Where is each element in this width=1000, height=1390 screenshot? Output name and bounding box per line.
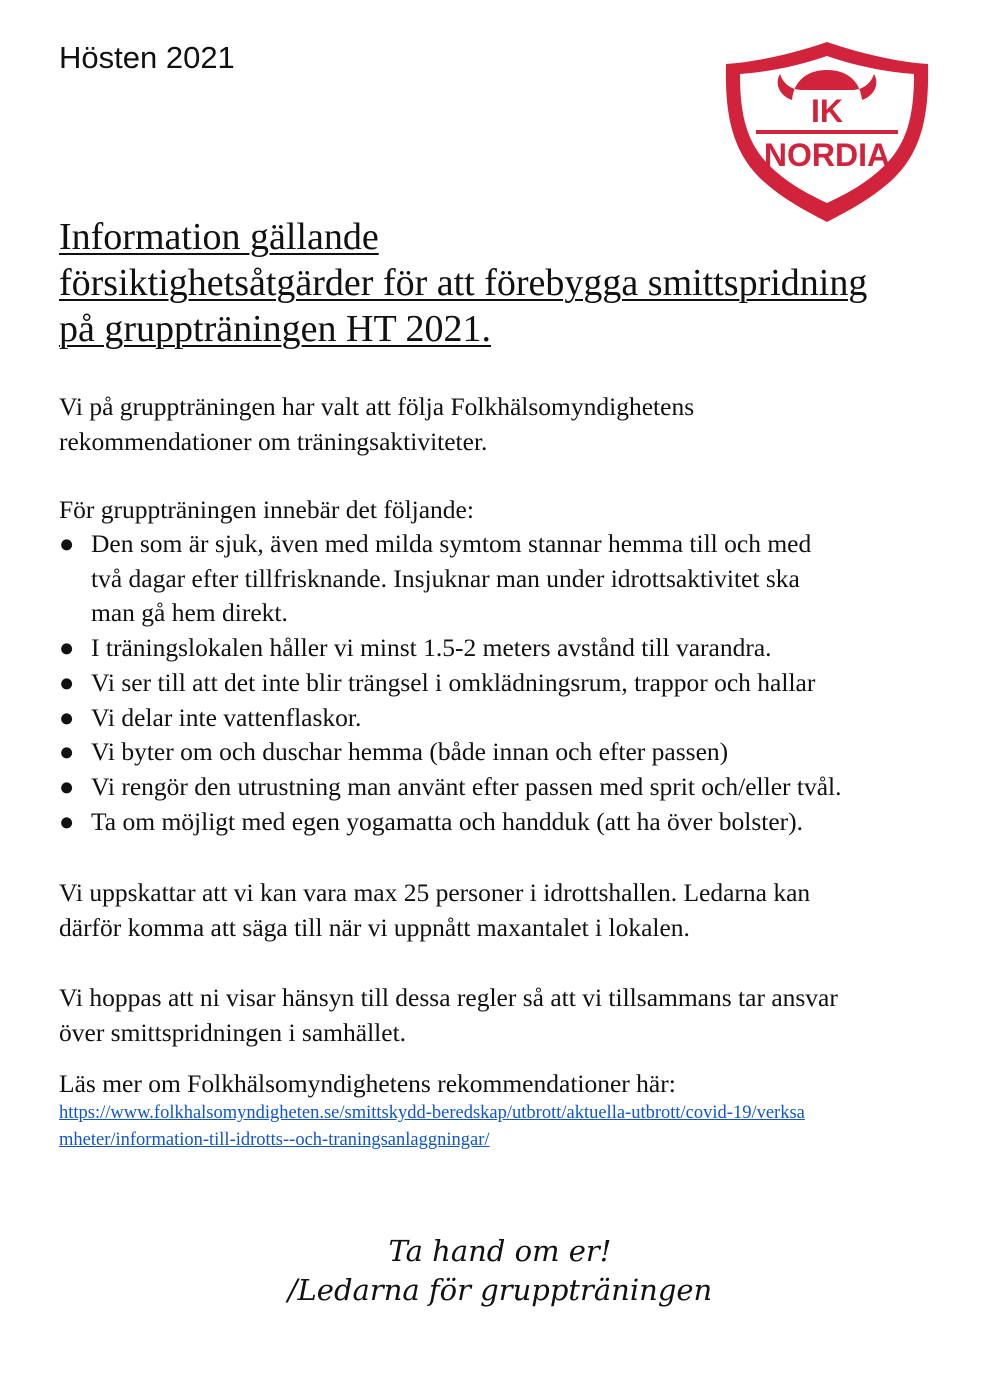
list-item (59, 631, 959, 666)
logo-text-nordia: NORDIA (763, 137, 891, 173)
intro-line: Vi på gruppträningen har valt att följa Folkhälsomyndighetens (59, 392, 695, 421)
read-more-label: Läs mer om Folkhälsomyndighetens rekommendationer här: (59, 1069, 676, 1098)
list-item (59, 701, 959, 736)
season-label: Hösten 2021 (59, 40, 235, 75)
logo-divider (756, 130, 898, 134)
list-item-text: Vi byter om och duschar hemma (både innan och efter passen) (91, 737, 729, 767)
list-item-text: Vi rengör den utrustning man använt efter passen med sprit och/eller tvål. (91, 771, 842, 801)
list-item-text: I träningslokalen håller vi minst 1.5-2 meters avstånd till varandra. (91, 633, 772, 663)
hopes-line: Vi hoppas att ni visar hänsyn till dessa regler så att vi tillsammans tar ansvar (59, 983, 838, 1012)
list-item (59, 735, 959, 770)
signoff (0, 1232, 1000, 1310)
page-title (59, 214, 867, 352)
bullet-icon: ● (59, 737, 75, 767)
link-text[interactable]: https://www.folkhalsomyndigheten.se/smittskydd-beredskap/utbrott/aktuella-utbrott/covid-19/verksa (59, 1103, 805, 1123)
title-line: på gruppträningen HT 2021. (59, 308, 491, 350)
list-item-text: Vi ser till att det inte blir trängsel i omklädningsrum, trappor och hallar (91, 667, 816, 697)
ik-nordia-logo (722, 40, 932, 224)
bullet-icon: ● (59, 667, 75, 697)
bullet-icon: ● (59, 529, 75, 558)
list-item-text: Den som är sjuk, även med milda symtom stannar hemma till och med (91, 529, 812, 558)
rules-heading: För gruppträningen innebär det följande: (59, 495, 474, 524)
fhm-recommendations-link[interactable] (59, 1100, 805, 1154)
list-item-text: man gå hem direkt. (91, 598, 288, 628)
link-text[interactable]: mheter/information-till-idrotts--och-traningsanlaggningar/ (59, 1130, 490, 1150)
logo-text-ik: IK (811, 93, 843, 129)
hopes-line: över smittspridningen i samhället. (59, 1017, 407, 1047)
list-item (59, 666, 959, 701)
capacity-line: Vi uppskattar att vi kan vara max 25 personer i idrottshallen. Ledarna kan (59, 878, 811, 907)
intro-paragraph (59, 390, 959, 459)
hopes-paragraph (59, 981, 959, 1050)
list-item-text: Ta om möjligt med egen yogamatta och handduk (att ha över bolster). (91, 806, 804, 836)
list-item (59, 805, 959, 840)
capacity-line: därför komma att säga till när vi uppnått maxantalet i lokalen. (59, 912, 690, 942)
intro-line: rekommendationer om träningsaktiviteter. (59, 426, 488, 456)
list-item (59, 770, 959, 805)
rules-list (59, 527, 959, 839)
capacity-paragraph (59, 876, 959, 945)
signoff-line: Ta hand om er! (388, 1234, 612, 1268)
list-item-text: två dagar efter tillfrisknande. Insjuknar man under idrottsaktivitet ska (91, 563, 800, 593)
signoff-line: /Ledarna för gruppträningen (287, 1273, 713, 1307)
bullet-icon: ● (59, 633, 75, 663)
bullet-icon: ● (59, 806, 75, 836)
bullet-icon: ● (59, 702, 75, 732)
title-line: Information gällande (59, 216, 379, 258)
title-line: försiktighetsåtgärder för att förebygga smittspridning (59, 262, 868, 304)
list-item (59, 527, 959, 631)
list-item-text: Vi delar inte vattenflaskor. (91, 702, 362, 732)
bullet-icon: ● (59, 771, 75, 801)
